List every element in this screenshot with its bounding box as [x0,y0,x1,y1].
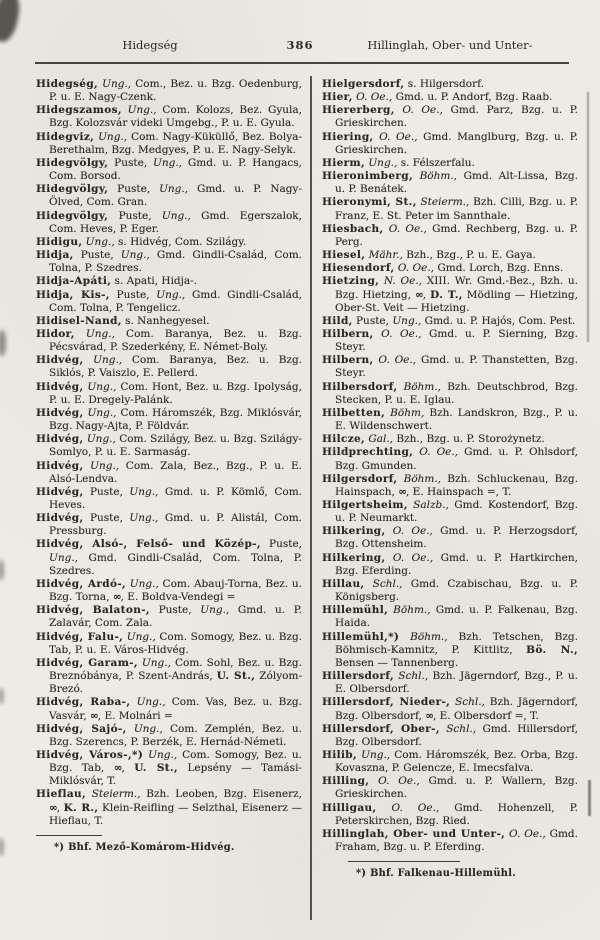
gazetteer-entry [36,723,302,749]
entry-text: Bzh., Bzg. u. P. Storożynetz. [393,433,545,446]
entry-headword: Hidegvölgy, [36,156,109,169]
entry-text: Gmd. u. P. Hartkirchen, Bzg. Eferding. [335,551,578,577]
region-abbr: Ung., [126,722,163,735]
region-abbr: Ung., [82,235,115,248]
post-horn-icon: ∞ [113,762,122,775]
region-abbr: Schl., [394,670,429,683]
entry-headword: Hidja-Apáti, [36,275,112,288]
gazetteer-entry [36,210,302,236]
entry-headword: Hieronymi, St., [322,196,417,209]
entry-text: Gmd. Rechberg, Bzg. u. P. Perg. [335,222,578,248]
footnote-rule [348,861,460,862]
entry-headword: Hidvég, Falu-, [36,630,124,643]
gazetteer-entry [36,275,302,288]
region-abbr: Ung., [49,551,79,564]
scan-artifact [0,838,4,856]
entry-text: Com. Zemplén, Bez. u. Bzg. Szerencs, P. Berzék, E. Hernád-Németi. [49,722,302,748]
entry-headword: Hiesel, [322,249,366,262]
entry-text: Gmd. Fraham, Bzg. u. P. Eferding. [335,827,578,854]
entry-text: Com. Hont, Bez. u. Bzg. Ipolyság, P. u. E. Dregely-Palánk. [49,380,302,406]
entry-text: Bzh. Cilli, Bzg. u. P. Franz, E. St. Peter im Sannthale. [335,196,579,222]
entry-text: , [121,762,135,775]
gazetteer-entry [322,525,578,551]
region-abbr: Ung., [365,156,398,169]
gazetteer-entry [322,775,578,801]
entry-text: Bzh. Tetschen, Bzg. Böhmisch-Kamnitz, P. Kittlitz, [335,630,578,656]
entry-headword: Hiering, [322,130,374,143]
entry-headword: Hier, [322,91,353,104]
entry-headword: Hiesbach, [322,222,384,235]
entry-text: Gmd. u. P. Hangacs, Com. Borsod. [49,156,302,183]
region-abbr: Böhm, [385,406,425,419]
gazetteer-entry [322,552,578,578]
entry-text: Puste, [149,604,201,617]
post-horn-icon: ∞ [398,485,406,498]
entry-text: Gmd. u. P. Falkenau, Bzg. Haida. [335,604,578,630]
region-abbr: Gal., [365,433,394,446]
entry-text: Gmd. Czabischau, Bzg. u. P. Königsberg. [335,577,578,604]
entry-text: , E. Olbersdorf =, T. [432,709,539,722]
entry-text: Com. Somogy, Bez. u. Bzg. Tab, [49,748,302,775]
gazetteer-entry [36,538,302,577]
gazetteer-entry [322,631,578,670]
region-abbr: Böhm., [397,472,442,485]
region-abbr: Böhm., [412,170,458,183]
entry-headword: Hillau, [322,577,365,590]
region-abbr: O. Oe., [385,551,434,564]
region-abbr: Ung., [130,696,166,709]
entry-text: Puste, [83,485,130,498]
gazetteer-entry [36,657,302,696]
region-abbr: O. Oe., [505,827,546,840]
region-abbr: O. Oe., [373,327,422,340]
entry-headword: Hillemühl,*) [322,630,400,643]
gazetteer-entry [36,78,302,104]
entry-headword: Hidja, [36,249,74,262]
entry-text: Gmd. u. P. Hajós, Com. Pest. [421,314,576,327]
region-abbr: O. Oe., [373,354,417,367]
entry-text: Gmd. u. P. Herzogsdorf, Bzg. Ottensheim. [335,525,578,551]
entry-headword: Hidegvölgy, [36,209,109,222]
entry-text: Puste, [260,538,302,551]
entry-headword: Bö. N., [526,643,578,656]
region-abbr: O. Oe., [352,91,393,104]
entry-text: Puste, [108,156,154,169]
region-abbr: O. Oe., [376,801,440,814]
entry-text: Bzh., Bzg., P. u. E. Gaya. [402,249,536,262]
entry-text: Gmd. u. P. Ohlsdorf, Bzg. Gmunden. [335,446,578,472]
gazetteer-entry [322,328,578,354]
region-abbr: Böhm., [388,604,431,617]
entry-text: Gmd. u. P. Thanstetten, Bzg. Steyr. [335,354,578,380]
entry-headword: Hilkering, [322,551,386,564]
entry-headword: Hidvég, [36,380,84,393]
region-abbr: Ung., [83,354,123,367]
running-head-right: Hillinglah, Ober- und Unter- [367,38,533,52]
entry-text: Gmd. u. P. Alistál, Com. Pressburg. [49,512,302,538]
entry-headword: U. St., [134,762,179,775]
entry-headword: Hidvég, Ardó-, [36,577,127,590]
entry-text: Zólyom-Brezó. [49,670,302,696]
entry-headword: Hidvég, [36,433,84,446]
entry-text: , E. Molnári = [97,709,173,722]
entry-text: Com., Bez. u. Bzg. Oedenburg, P. u. E. Nagy-Czenk. [49,78,302,104]
entry-headword: Hillersdorf, [322,670,395,683]
gazetteer-entry [322,275,578,314]
region-abbr: O. Oe., [369,775,420,788]
gazetteer-entry [322,407,578,433]
region-abbr: Ung., [392,314,422,327]
entry-text: , E. Boldva-Vendegi = [120,591,236,604]
entry-headword: Hidvég, [36,485,84,498]
region-abbr: Mähr., [365,249,403,262]
entry-text: XIII. Wr. Gmd.-Bez., Bzh. u. Bzg. Hietzing, [335,275,578,301]
region-abbr: O. Oe., [413,446,459,459]
entry-text: Com. Vas, Bez. u. Bzg. Vasvár, [49,696,302,722]
entry-text: Bzh. Jägerndorf, Bzg. Olbersdorf, [335,696,579,722]
gazetteer-entry [36,328,302,354]
column-right [322,78,578,880]
region-abbr: Ung., [129,485,159,498]
gazetteer-entry [322,604,578,630]
entry-text: Puste, [108,209,162,222]
entry-text: Com. Baranya, Bez. u. Bzg. Siklós, P. Vaiszlo, E. Pellerd. [49,354,302,380]
gazetteer-entry [322,696,578,722]
gazetteer-entry [322,499,578,525]
entry-text: s. Nanhegyesel. [121,314,210,327]
entry-text: Gmd. Lorch, Bzg. Enns. [434,262,564,275]
entry-headword: Hilling, [322,775,370,788]
gazetteer-entry [322,723,578,749]
entry-text: Bensen — Tannenberg. [335,656,459,669]
region-abbr: Schl., [450,696,485,709]
entry-headword: Hilligau, [322,801,377,814]
gazetteer-entry [36,486,302,512]
gazetteer-entry [36,315,302,328]
entry-text: Gmd. Hohenzell, P. Peterskirchen, Bzg. Ried. [335,801,578,827]
gazetteer-entry [36,131,302,157]
entry-headword: Hiererberg, [322,104,395,117]
entry-headword: Hidvég, [36,406,84,419]
gazetteer-entry [322,91,578,104]
region-abbr: Ung., [129,512,159,525]
entry-headword: Hidja, Kis-, [36,288,110,301]
entry-text: Com. Baranya, Bez. u. Bzg. Pécsvárad, P. Szederkény, E. Német-Boly. [49,327,302,354]
entry-text: Gmd. Gindli-Család, Com. Tolna, P. Tengelicz. [49,288,303,314]
entry-headword: Hilbetten, [322,406,386,419]
post-horn-icon: ∞ [90,709,98,722]
gazetteer-entry [36,236,302,249]
region-abbr: Ung., [121,104,157,117]
scan-artifact [0,560,4,580]
gazetteer-entry [36,354,302,380]
region-abbr: Ung., [83,380,117,393]
gazetteer-entry [322,446,578,472]
entry-text: Gmd. Egerszalok, Com. Heves, P. Eger. [49,209,302,235]
entry-headword: Hilbern, [322,327,374,340]
entry-text: Mödling — Hietzing, Ober-St. Veit — Hietzing. [335,288,578,314]
entry-headword: K. R., [63,801,99,814]
gazetteer-entry [36,407,302,433]
gazetteer-entry [36,460,302,486]
entry-text: Bzh. Deutschbrod, Bzg. Stecken, P. u. E. Iglau. [335,380,578,406]
entry-text: , [422,288,431,301]
footnote: *) Bhf. Mező-Komárom-Hidvég. [54,841,235,853]
region-abbr: Steierm., [86,788,141,801]
post-horn-icon: ∞ [425,709,433,722]
gazetteer-entry [36,749,302,788]
entry-headword: Hidvég, Sajó-, [36,722,127,735]
footnote-rule [36,835,102,836]
gazetteer-entry [36,381,302,407]
gazetteer-entry [322,196,578,222]
gazetteer-entry [322,802,578,828]
entry-headword: Hilgertsheim, [322,499,408,511]
entry-headword: Hidvég, Alsó-, Felső- und Közép-, [36,538,261,551]
region-abbr: Ung., [143,748,178,761]
region-abbr: Ung., [74,327,115,340]
region-abbr: Ung., [159,183,189,196]
gazetteer-entry [36,433,302,459]
region-abbr: Steierm., [416,196,470,209]
entry-headword: Hidvég, Város-,*) [36,748,144,761]
region-abbr: Salzb., [407,499,449,511]
post-horn-icon: ∞ [112,591,121,604]
entry-text: Bzh. Landskron, Bzg., P. u. E. Wildenschwert. [335,406,578,433]
column-left [36,78,302,854]
region-abbr: Ung., [126,577,159,590]
entry-headword: Hidegvölgy, [36,183,109,196]
gazetteer-entry [322,170,578,196]
region-abbr: N. Oe., [379,275,423,288]
entry-headword: Hilbersdorf, [322,380,398,393]
entry-headword: Hild, [322,314,353,327]
gazetteer-entry [322,354,578,380]
gazetteer-entry [36,183,302,209]
entry-text: s. Hidvég, Com. Szilágy. [114,235,247,248]
region-abbr: Böhm., [397,380,442,393]
entry-headword: Hidvég, Raba-, [36,696,131,709]
gazetteer-entry [36,631,302,657]
gazetteer-entry [36,289,302,315]
entry-headword: Hidvég, [36,354,84,367]
entry-text: s. Apati, Hidja-. [111,275,198,288]
entry-headword: Hidegviz, [36,130,95,143]
gazetteer-entry [322,670,578,696]
page-header [0,38,600,56]
entry-headword: Hidegszamos, [36,104,122,117]
entry-headword: Hieronimberg, [322,170,413,183]
entry-text: Com. Háromszék, Bez. Orba, Bzg. Kovaszna, P. Gelencze, E. Imecsfalva. [335,748,578,775]
region-abbr: Ung., [83,459,120,472]
gazetteer-entry [36,578,302,604]
page-number: 386 [286,38,314,52]
entry-text: , [56,801,64,814]
region-abbr: O. Oe., [394,104,443,117]
entry-headword: Hidvég, Garam-, [36,656,138,669]
scan-artifact [587,92,589,342]
region-abbr: Schl., [439,722,477,735]
entry-text: Gmd. u. P. Andorf, Bzg. Raab. [392,91,553,104]
region-abbr: Schl., [364,577,403,590]
entry-text: , E. Hainspach =, T. [405,485,512,498]
region-abbr: O. Oe., [385,525,433,538]
gazetteer-entry [322,578,578,604]
entry-text: Bzh. Jägerndorf, Bzg., P. u. E. Olbersdorf. [335,670,578,696]
header-rule [35,62,569,64]
entry-text: Gmd. Parz, Bzg. u. P. Grieskirchen. [335,104,578,130]
entry-text: Com. Háromszék, Bzg. Miklósvár, Bzg. Nagy-Ajta, P. Földvár. [49,406,302,433]
entry-text: Gmd. Gindli-Család, Com. Tolna, P. Szedres. [49,551,302,577]
region-abbr: Ung., [94,130,128,143]
entry-headword: Hilbern, [322,354,374,367]
scan-artifact [0,330,6,356]
gazetteer-entry [322,223,578,249]
entry-headword: Hillersdorf, Nieder-, [322,696,451,709]
entry-text: Puste, [109,288,157,301]
entry-headword: Hielgersdorf, [322,78,405,90]
gazetteer-entry [322,315,578,328]
entry-text: Com. Somogy, Bez. u. Bzg. Tab, P. u. E. Város-Hidvég. [49,630,302,656]
gazetteer-entry [36,157,302,183]
entry-headword: Hidvég, [36,459,84,472]
gazetteer-entry [322,249,578,262]
entry-headword: Hidor, [36,327,75,340]
entry-text: Com. Kolozs, Bez. Gyula, Bzg. Kolozsvár videki Umgebg., P. u. E. Gyula. [49,104,302,130]
entry-text: Puste, [108,183,160,196]
entry-headword: U. St., [216,670,256,683]
entry-headword: Hidvég, [36,512,84,525]
post-horn-icon: ∞ [415,288,423,301]
entry-text: Gmd. Hillersdorf, Bzg. Olbersdorf. [335,722,578,748]
entry-text: Gmd. Kostendorf, Bzg. u. P. Neumarkt. [335,499,579,525]
gazetteer-entry [36,696,302,722]
region-abbr: Ung., [137,656,171,669]
entry-text: Puste, [83,512,130,525]
entry-headword: Hillemühl, [322,604,389,617]
column-divider-rule [310,76,312,920]
region-abbr: Ung., [153,156,183,169]
entry-headword: Hietzing, [322,275,380,288]
entry-text: Com. Zala, Bez., Bzg., P. u. E. Alsó-Lendva. [49,459,302,485]
footnote: *) Bhf. Falkenau-Hillemühl. [356,868,516,880]
entry-text: Gmd. u. P. Nagy-Ölved, Com. Gran. [49,183,303,209]
gazetteer-entry [36,512,302,538]
gazetteer-entry [36,788,302,827]
gazetteer-entry [36,104,302,130]
scan-artifact [588,780,591,816]
entry-text: Puste, [73,249,121,262]
region-abbr: Ung., [83,406,117,419]
entry-text: Gmd. u. P. Zalavár, Com. Zala. [49,604,303,630]
region-abbr: Ung., [356,748,391,761]
region-abbr: Ung., [98,78,132,90]
gazetteer-entry [322,473,578,499]
gazetteer-entry [322,157,578,170]
region-abbr: Ung., [156,288,186,301]
region-abbr: Böhm., [399,630,448,643]
gazetteer-entry [322,131,578,157]
entry-text: Gmd. u. P. Kömlő, Com. Heves. [49,485,302,511]
entry-text: Bzh. Schluckenau, Bzg. Hainspach, [335,472,578,498]
gazetteer-entry [36,249,302,275]
entry-headword: Hidvég, Balaton-, [36,604,150,617]
post-horn-icon: ∞ [49,801,57,814]
entry-headword: Hidisel-Nand, [36,314,122,327]
entry-headword: D. T., [430,288,463,301]
entry-headword: Hildprechting, [322,446,414,459]
entry-headword: Hidegség, [36,78,99,90]
entry-text: Gmd. Gindli-Család, Com. Tolna, P. Szedres. [49,249,303,275]
running-head-left: Hidegség [122,38,178,52]
entry-headword: Hilkering, [322,525,386,538]
entry-headword: Hierm, [322,156,365,169]
region-abbr: O. Oe., [394,262,435,275]
entry-text: Bzh. Leoben, Bzg. Eisenerz, [140,788,302,801]
region-abbr: Ung., [123,630,156,643]
entry-text: s. Félszerfalu. [397,156,475,169]
entry-headword: Hiesendorf, [322,262,395,275]
gazetteer-entry [322,828,578,854]
region-abbr: Ung., [161,209,191,222]
entry-text: Gmd. u. P. Sierning, Bzg. Steyr. [335,327,578,354]
region-abbr: Ung., [120,249,150,262]
entry-text: Gmd. u. P. Wallern, Bzg. Grieskirchen. [335,775,578,801]
entry-headword: Hieflau, [36,788,86,801]
entry-text: Puste, [352,314,393,327]
entry-text: Lepsény — Tamási-Miklósvár, T. [49,762,302,788]
region-abbr: O. Oe., [373,130,418,143]
entry-text: s. Hilgersdorf. [404,78,484,90]
entry-text: Com. Szilágy, Bez. u. Bzg. Szilágy-Somlyo, P. u. E. Sarmaság. [49,433,302,459]
gazetteer-entry [322,262,578,275]
gazetteer-entry [322,433,578,446]
region-abbr: Ung., [200,604,230,617]
gazetteer-entry [36,604,302,630]
entry-text: Com. Abauj-Torna, Bez. u. Bzg. Torna, [49,577,303,604]
entry-headword: Hidigu, [36,235,83,248]
gazetteer-entry [322,381,578,407]
region-abbr: Ung., [83,433,116,446]
scan-artifact [0,688,4,704]
entry-text: Gmd. Alt-Lissa, Bzg. u. P. Benátek. [335,170,578,196]
entry-headword: Hilib, [322,748,357,761]
entry-text: Gmd. Manglburg, Bzg. u. P. Grieskirchen. [335,130,578,156]
entry-text: Com. Nagy-Küküllő, Bez. Bolya-Berethalm, Bzg. Medgyes, P. u. E. Nagy-Selyk. [49,130,302,156]
gazetteer-entry [322,749,578,775]
entry-text: Com. Sohl, Bez. u. Bzg. Breznóbánya, P. Szent-András, [49,656,302,683]
entry-headword: Hillersdorf, Ober-, [322,722,440,735]
gazetteer-entry [322,78,578,91]
entry-headword: Hillinglah, Ober- und Unter-, [322,827,506,840]
entry-text: Klein-Reifling — Selzthal, Eisenerz — Hieflau, T. [49,801,302,827]
entry-headword: Hilgersdorf, [322,472,398,485]
gazetteer-entry [322,104,578,130]
entry-headword: Hilcze, [322,433,366,446]
region-abbr: O. Oe., [383,222,427,235]
